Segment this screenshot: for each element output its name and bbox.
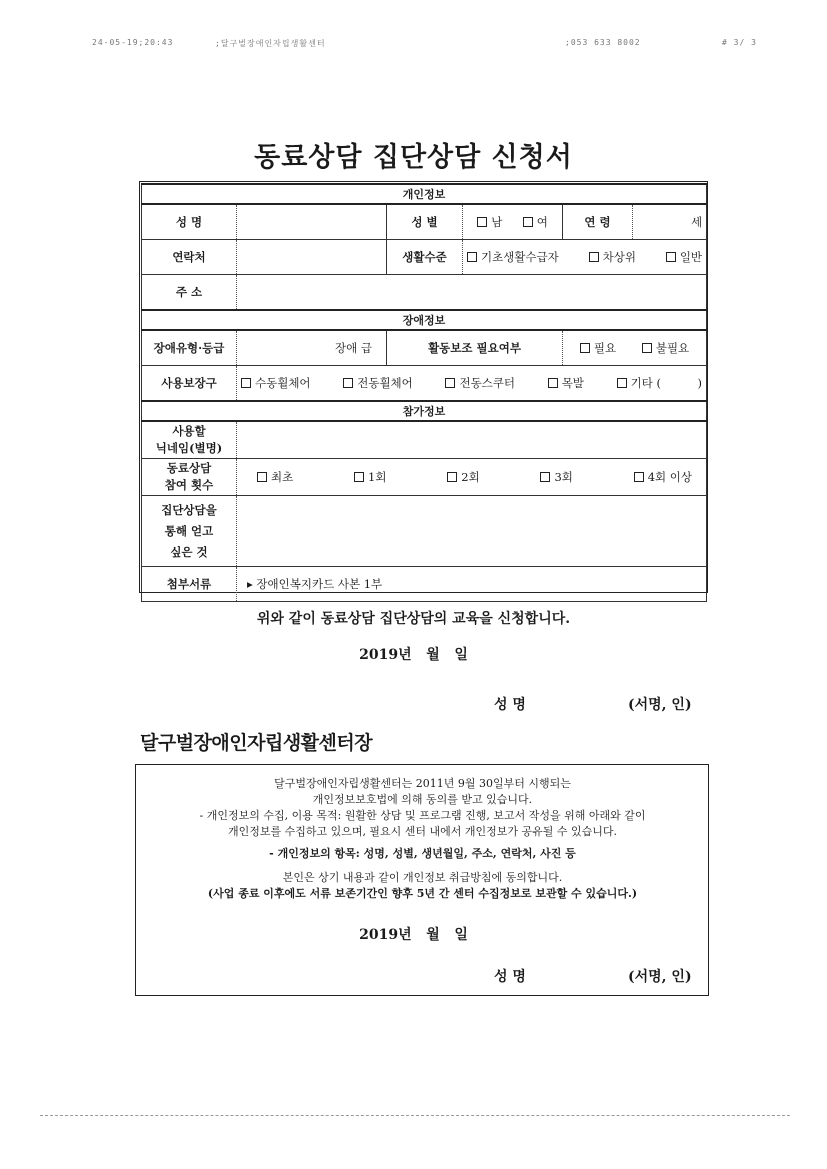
fax-phone: ;053 633 8002: [565, 38, 641, 47]
privacy-line: 본인은 상기 내용과 같이 개인정보 취급방침에 동의합니다.: [282, 871, 563, 884]
checkbox-icon: [589, 252, 599, 262]
count-label: 동료상담 참여 횟수: [142, 459, 237, 496]
device-label: 사용보장구: [142, 366, 237, 402]
age-label: 연 령: [563, 204, 633, 240]
assist-option-not-needed[interactable]: 불필요: [642, 340, 689, 356]
privacy-line: 개인정보를 수집하고 있으며, 필요시 센터 내에서 개인정보가 공유될 수 있습니다.: [227, 825, 618, 838]
age-field[interactable]: [633, 204, 707, 240]
application-sign-suffix: (서명, 인): [628, 697, 692, 713]
address-field[interactable]: [237, 275, 707, 311]
page-title: 동료상담 집단상담 신청서: [254, 142, 573, 173]
count-option-2[interactable]: 2회: [447, 469, 479, 485]
application-statement: 위와 같이 동료상담 집단상담의 교육을 신청합니다.: [256, 611, 571, 627]
section-participation: 참가정보: [142, 401, 707, 421]
privacy-text: [140, 776, 705, 902]
count-option-first[interactable]: 최초: [257, 469, 293, 485]
checkbox-icon: [477, 217, 487, 227]
checkbox-icon: [666, 252, 676, 262]
address-label: 주 소: [142, 275, 237, 311]
privacy-date: 2019년 월 일: [359, 927, 468, 943]
gender-options: [463, 204, 563, 240]
gender-female-option[interactable]: 여: [523, 214, 548, 230]
application-sign-label: 성 명: [494, 697, 526, 713]
scan-artifact-line: [40, 1115, 790, 1116]
device-option-power-wheelchair[interactable]: 전동휠체어: [343, 375, 413, 391]
checkbox-icon: [467, 252, 477, 262]
device-option-other[interactable]: 기타 ( ): [617, 375, 702, 391]
application-date: 2019년 월 일: [359, 647, 468, 663]
name-label: 성 명: [142, 204, 237, 240]
living-option-basic[interactable]: 기초생활수급자: [467, 249, 559, 265]
gender-label: 성 별: [387, 204, 463, 240]
checkbox-icon: [445, 378, 455, 388]
checkbox-icon: [634, 472, 644, 482]
fax-timestamp: 24-05-19;20:43: [92, 38, 174, 47]
application-form: [141, 183, 707, 602]
privacy-line: - 개인정보의 항목: 성명, 성별, 생년월일, 주소, 연락처, 사진 등: [269, 847, 576, 860]
count-option-3[interactable]: 3회: [540, 469, 572, 485]
checkbox-icon: [642, 343, 652, 353]
count-option-4-plus[interactable]: 4회 이상: [634, 469, 692, 485]
privacy-line: - 개인정보의 수집, 이용 목적: 원활한 상담 및 프로그램 진행, 보고서 작성을 위해 아래와 같이: [199, 809, 646, 822]
goal-field[interactable]: [237, 496, 707, 567]
disability-type-label: 장애유형·등급: [142, 330, 237, 366]
section-disability: 장애정보: [142, 310, 707, 330]
living-options: [463, 240, 707, 275]
center-name: 달구벌장애인자립생활센터장: [140, 732, 373, 754]
checkbox-icon: [540, 472, 550, 482]
checkbox-icon: [580, 343, 590, 353]
assist-option-needed[interactable]: 필요: [580, 340, 616, 356]
checkbox-icon: [354, 472, 364, 482]
privacy-sign-label: 성 명: [494, 969, 526, 985]
checkbox-icon: [343, 378, 353, 388]
device-options: [237, 366, 707, 402]
fax-page: # 3/ 3: [722, 38, 757, 47]
assist-options: [563, 330, 707, 366]
checkbox-icon: [548, 378, 558, 388]
count-options: [237, 459, 707, 496]
docs-value: ▸ 장애인복지카드 사본 1부: [237, 567, 707, 602]
checkbox-icon: [241, 378, 251, 388]
living-option-general[interactable]: 일반: [666, 249, 702, 265]
contact-field[interactable]: [237, 240, 387, 275]
device-option-crutch[interactable]: 목발: [548, 375, 584, 391]
checkbox-icon: [523, 217, 533, 227]
count-option-1[interactable]: 1회: [354, 469, 386, 485]
age-unit: 세: [690, 215, 703, 229]
contact-label: 연락처: [142, 240, 237, 275]
living-label: 생활수준: [387, 240, 463, 275]
section-personal: 개인정보: [142, 184, 707, 204]
device-option-manual-wheelchair[interactable]: 수동휠체어: [241, 375, 311, 391]
privacy-sign-suffix: (서명, 인): [628, 969, 692, 985]
name-field[interactable]: [237, 204, 387, 240]
gender-male-option[interactable]: 남: [477, 214, 502, 230]
checkbox-icon: [447, 472, 457, 482]
disability-type-field[interactable]: 장애 급: [237, 330, 387, 366]
nickname-field[interactable]: [237, 421, 707, 459]
assist-label: 활동보조 필요여부: [387, 330, 563, 366]
fax-sender: ;달구벌장애인자립생활센터: [215, 39, 326, 48]
device-option-scooter[interactable]: 전동스쿠터: [445, 375, 515, 391]
living-option-near-poverty[interactable]: 차상위: [589, 249, 636, 265]
goal-label: 집단상담을 통해 얻고 싶은 것: [142, 496, 237, 567]
nickname-label: 사용할 닉네임(별명): [142, 421, 237, 459]
checkbox-icon: [257, 472, 267, 482]
privacy-line: 개인정보보호법에 의해 동의를 받고 있습니다.: [312, 793, 533, 806]
checkbox-icon: [617, 378, 627, 388]
docs-label: 첨부서류: [142, 567, 237, 602]
privacy-line: 달구벌장애인자립생활센터는 2011년 9월 30일부터 시행되는: [274, 777, 571, 790]
privacy-line: (사업 종료 이후에도 서류 보존기간인 향후 5년 간 센터 수집정보로 보관할 수 있습니다.): [207, 887, 638, 900]
